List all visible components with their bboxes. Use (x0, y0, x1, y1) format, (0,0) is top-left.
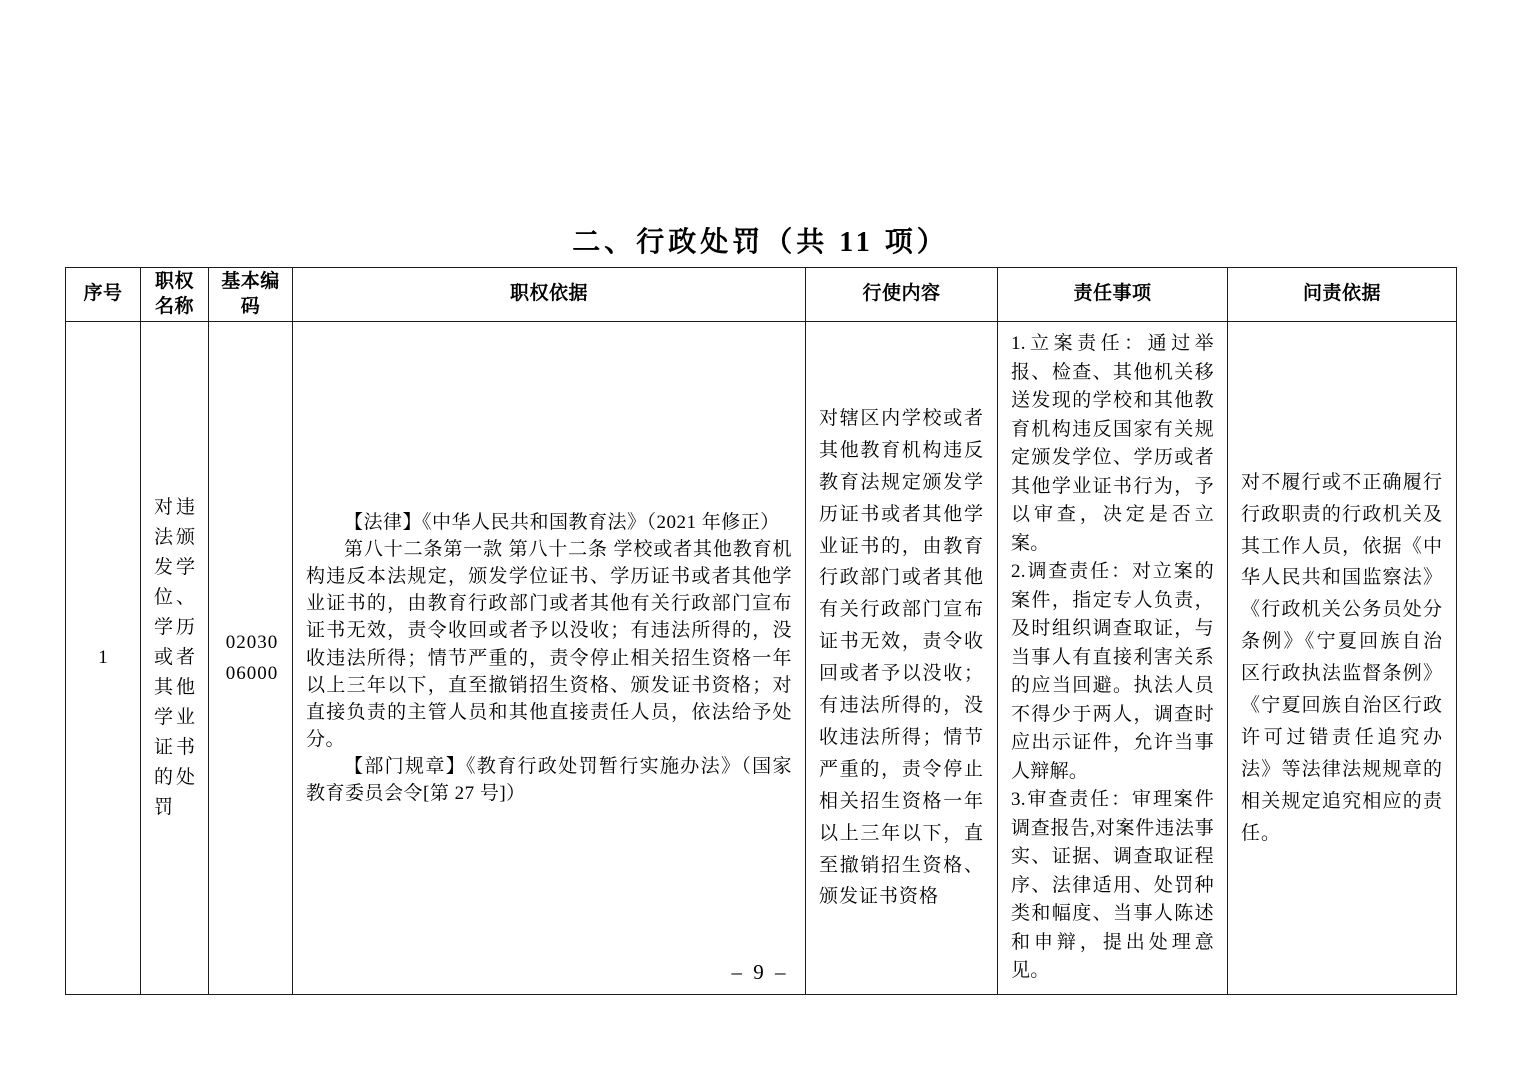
responsibility-item-3: 3.审查责任：审理案件调查报告,对案件违法事实、证据、调查取证程序、法律适用、处罚种类和幅度、当事人陈述和申辩，提出处理意见。 (1011, 789, 1214, 982)
legal-basis-paragraph-1: 【法律】《中华人民共和国教育法》（2021 年修正） (344, 511, 780, 533)
responsibility-item-1: 1.立案责任：通过举报、检查、其他机关移送发现的学校和其他教育机构违反国家有关规定颁发学位、学历或者其他学业证书行为，予以审查，决定是否立案。 (1011, 333, 1214, 554)
legal-basis-paragraph-2: 第八十二条第一款 第八十二条 学校或者其他教育机构违反本法规定，颁发学位证书、学历证书或者其他学业证书的，由教育行政部门或者其他有关行政部门宣布证书无效，责令收回或者予以没收；有违法所得的，没收违法所得；情节严重的，责令停止相关招生资格一年以上三年以下，直至撤销招生资格、颁发证书资格；对直接负责的主管人员和其他直接责任人员，依法给予处分。 (306, 538, 792, 751)
base-code-text: 02030 06000 (225, 631, 279, 685)
section-title: 二、行政处罚（共 11 项） (572, 227, 949, 258)
page-number: – 9 – (731, 960, 789, 984)
header-responsibilities: 责任事项 (998, 268, 1228, 322)
exercise-content-cell (806, 322, 998, 995)
header-exercise-content: 行使内容 (806, 268, 998, 322)
power-table (65, 267, 1457, 995)
power-name-text: 对违法颁发学位、学历或者其他学业证书的处罚 (154, 497, 195, 819)
exercise-content-text: 对辖区内学校或者其他教育机构违反教育法规定颁发学历证书或者其他学业证书的，由教育行政部门或者其他有关行政部门宣布证书无效，责令收回或者予以没收；有违法所得的，没收违法所得；情节严重的，责令停止相关招生资格一年以上三年以下，直至撤销招生资格、颁发证书资格 (819, 407, 984, 908)
legal-basis-paragraph-3: 【部门规章】《教育行政处罚暂行实施办法》（国家教育委员会令[第 27 号]） (306, 756, 792, 805)
table-header-row (66, 268, 1457, 322)
header-legal-basis: 职权依据 (293, 268, 806, 322)
header-power-name: 职权名称 (141, 268, 209, 322)
power-name-cell (141, 322, 209, 995)
responsibility-item-2: 2.调查责任：对立案的案件，指定专人负责，及时组织调查取证，与当事人有直接利害关系的应当回避。执法人员不得少于两人，调查时应出示证件，允许当事人辩解。 (1011, 561, 1214, 782)
table-row (66, 322, 1457, 995)
header-base-code: 基本编码 (209, 268, 293, 322)
base-code-cell (209, 322, 293, 995)
legal-basis-cell (293, 322, 806, 995)
accountability-text: 对不履行或不正确履行行政职责的行政机关及其工作人员，依据《中华人民共和国监察法》《行政机关公务员处分条例》《宁夏回族自治区行政执法监督条例》《宁夏回族自治区行政许可过错责任追究办法》等法律法规规章的相关规定追究相应的责任。 (1241, 471, 1443, 844)
accountability-cell (1228, 322, 1457, 995)
header-seq: 序号 (66, 268, 141, 322)
header-accountability-basis: 问责依据 (1228, 268, 1457, 322)
seq-cell: 1 (66, 322, 141, 995)
responsibilities-cell (998, 322, 1228, 995)
